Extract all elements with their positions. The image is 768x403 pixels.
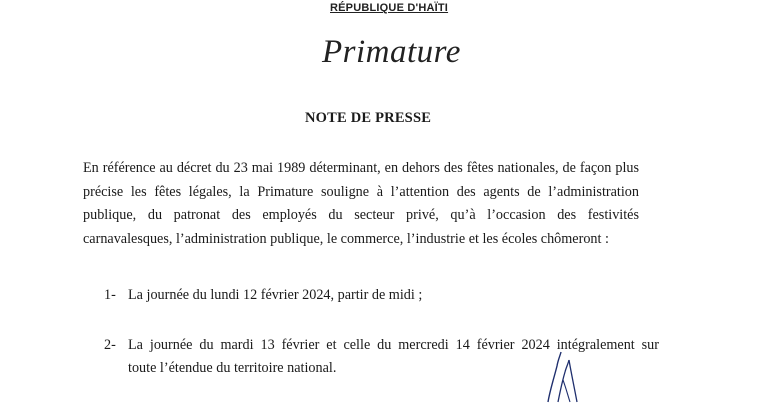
paragraph-line: carnavalesques, l’administration publique, le commerce, l’industrie et les écoles chômeront : [83,230,609,247]
document-title: NOTE DE PRESSE [305,110,432,126]
list-item-line: La journée du mardi 13 février et celle du mercredi 14 février 2024 intégralement sur [128,337,659,353]
paragraph-line: publique, du patronat des employés du secteur privé, qu’à l’occasion des festivités [83,207,639,223]
intro-paragraph [83,157,639,251]
signature-stroke [530,350,610,403]
paragraph-line: précise les fêtes légales, la Primature souligne à l’attention des agents de l’administration [83,183,639,200]
country-heading: RÉPUBLIQUE D'HAÏTI [330,2,449,14]
list-item-number: 1- [104,287,116,303]
office-heading: Primature [322,34,461,70]
list-item-line: toute l’étendue du territoire national. [128,360,337,376]
list-item-number: 2- [104,337,116,353]
list-item-text: La journée du lundi 12 février 2024, partir de midi ; [128,287,423,303]
paragraph-line: En référence au décret du 23 mai 1989 déterminant, en dehors des fêtes nationales, de façon plus [83,160,639,176]
